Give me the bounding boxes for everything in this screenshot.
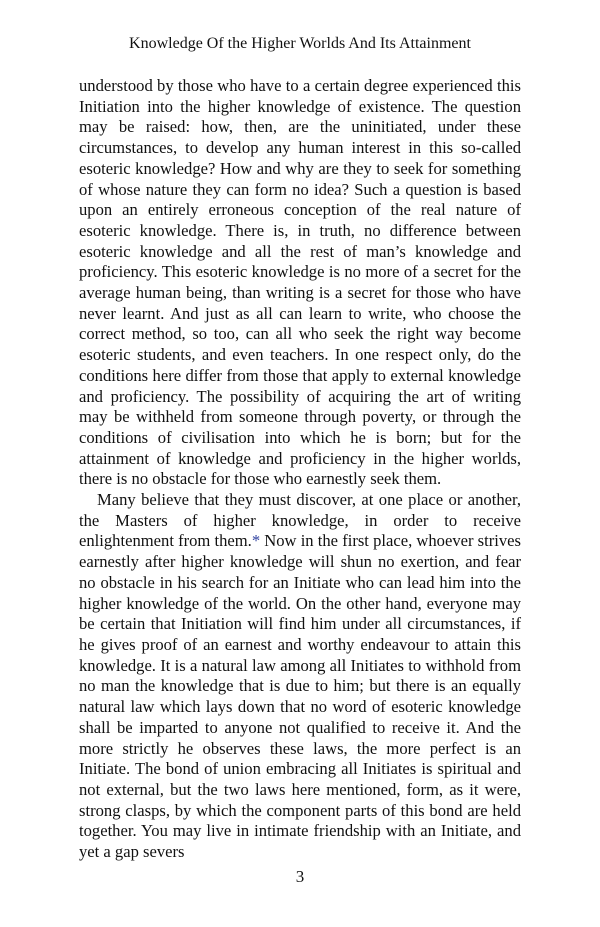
paragraph-1: understood by those who have to a certain degree experienced this Initiation into the higher knowledge of existence. The question may be raised: how, then, are the uninitiated, under these circumstances, to develop any human interest in this so-called esoteric knowledge? How and why are they to seek for something of whose nature they can form no idea? Such a question is based upon an entirely erroneous conception of the real nature of esoteric knowledge. There is, in truth, no difference between esoteric knowledge and all the rest of man’s knowledge and proficiency. This esoteric knowledge is no more of a secret for the average human being, than writing is a secret for those who have never learnt. And just as all can learn to write, who choose the correct method, so too, can all who seek the right way become esoteric students, and even teachers. In one respect only, do the conditions here differ from those that apply to external knowledge and proficiency. The possibility of acquiring the art of writing may be withheld from someone through poverty, or through the conditions of civilisation into which he is born; but for the attainment of knowledge and proficiency in the higher worlds, there is no obstacle for those who earnestly seek them. <box>79 76 521 489</box>
paragraph-2-text-end: Now in the first place, whoever strives earnestly after higher knowledge will shun no exertion, and fear no obstacle in his search for an Initiate who can lead him into the higher knowledge of the world. On the other hand, everyone may be certain that Initiation will find him under all circumstances, if he gives proof of an earnest and worthy endeavour to attain this knowledge. It is a natural law among all Initiates to withhold from no man the knowledge that is due to him; but there is an equally natural law which lays down that no word of esoteric knowledge shall be imparted to anyone not qualified to receive it. And the more strictly he observes these laws, the more perfect is an Initiate. The bond of union embracing all Initiates is spiritual and not external, but the two laws here mentioned, form, as it were, strong clasps, by which the component parts of this bond are held together. You may live in intimate friendship with an Initiate, and yet a gap severs <box>79 531 521 862</box>
running-header: Knowledge Of the Higher Worlds And Its Attainment <box>129 35 471 52</box>
footnote-link[interactable]: * <box>251 531 261 551</box>
paragraph-2-text-start: Many believe that they must discover, at one place or another, the Masters of higher knowledge, in order to receive enlightenment from them. <box>79 490 521 551</box>
body-text <box>79 76 521 863</box>
paragraph-2 <box>79 490 521 863</box>
page-number: 3 <box>295 867 305 886</box>
